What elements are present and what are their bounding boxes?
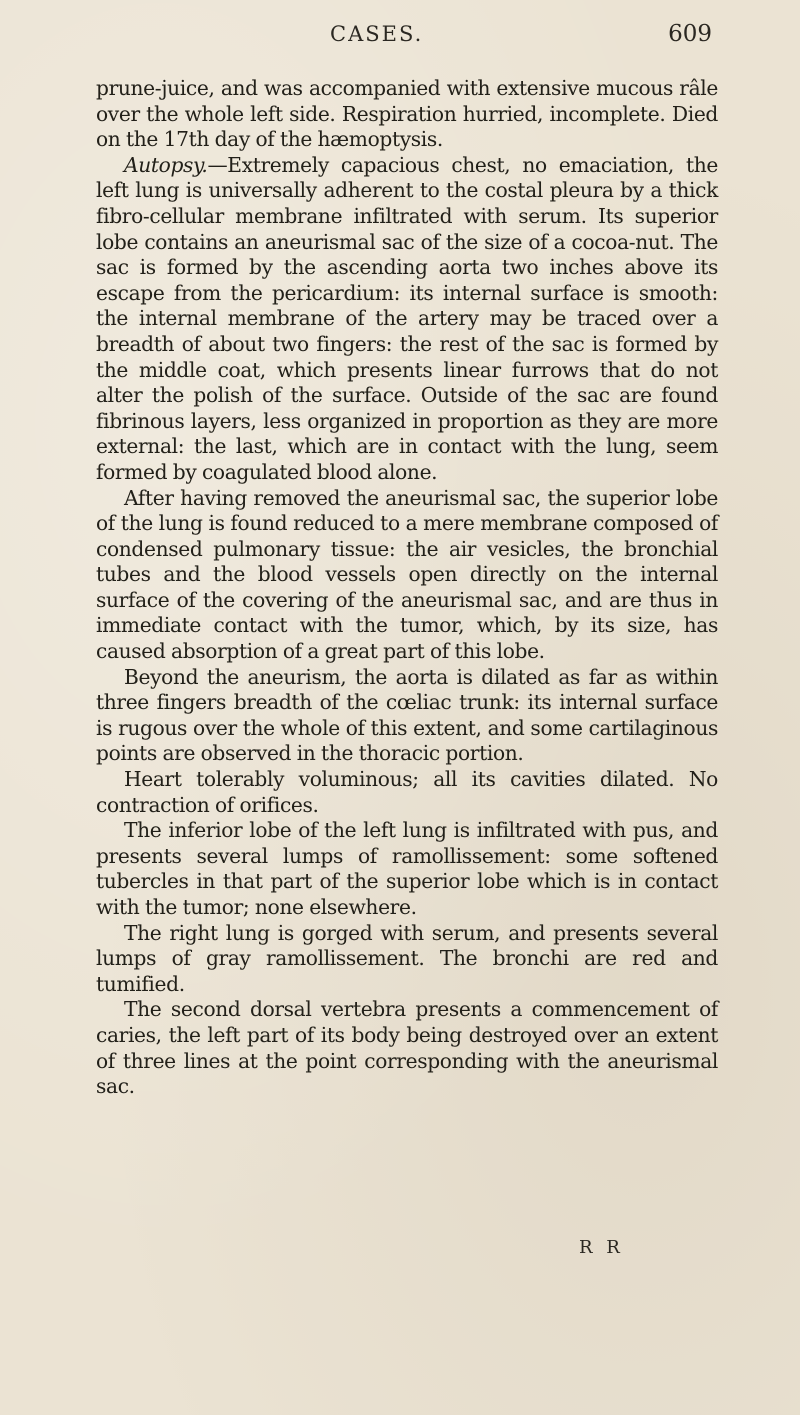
paragraph-6 (96, 818, 718, 920)
paragraph-4 (96, 665, 718, 767)
paragraph-5 (96, 767, 718, 818)
running-title: CASES. (330, 22, 424, 46)
paragraph-4-text: Beyond the aneurism, the aorta is dilated as far as within three fingers breadth of the cœliac trunk: its internal surface is rugous over the whole of this extent, and some cartilaginous points are observed in the thoracic portion. (96, 664, 718, 766)
book-page (96, 22, 718, 1100)
paragraph-2 (96, 153, 718, 486)
paragraph-8 (96, 997, 718, 1099)
paragraph-3-text: After having removed the aneurismal sac, the superior lobe of the lung is found reduced to a mere membrane composed of condensed pulmonary tissue: the air vesicles, the bronchial tubes and the blood vessels open directly on the internal surface of the covering of the aneurismal sac, and are thus in immediate contact with the tumor, which, by its size, has caused absorption of a great part of this lobe. (96, 485, 718, 664)
signature-mark: R R (579, 1237, 624, 1258)
body-text (96, 76, 718, 1100)
page-number: 609 (668, 21, 712, 47)
paragraph-8-text: The second dorsal vertebra presents a commencement of caries, the left part of its body being destroyed over an extent of three lines at the point corresponding with the aneurismal sac. (96, 997, 718, 1099)
paragraph-1-text: prune-juice, and was accompanied with extensive mucous râle over the whole left side. Respiration hurried, incomplete. Died on the 17th day of the hæmoptysis. (96, 76, 718, 152)
paragraph-7-text: The right lung is gorged with serum, and presents several lumps of gray ramollissement. The bronchi are red and tumified. (96, 920, 718, 996)
paragraph-2-text: —Extremely capacious chest, no emaciation, the left lung is universally adherent to the costal pleura by a thick fibro-cellular membrane infiltrated with serum. Its superior lobe contains an aneurismal sac of the size of a cocoa-nut. The sac is formed by the ascending aorta two inches above its escape from the pericardium: its internal surface is smooth: the internal membrane of the artery may be traced over a breadth of about two fingers: the rest of the sac is formed by the middle coat, which presents linear furrows that do not alter the polish of the surface. Outside of the sac are found fibrinous layers, less organized in proportion as they are more external: the last, which are in contact with the lung, seem formed by coagulated blood alone. (96, 152, 718, 484)
autopsy-heading: Autopsy. (124, 152, 208, 177)
paragraph-5-text: Heart tolerably voluminous; all its cavities dilated. No contraction of orifices. (96, 767, 718, 817)
paragraph-6-text: The inferior lobe of the left lung is infiltrated with pus, and presents several lumps of ramollissement: some softened tubercles in that part of the superior lobe which is in contact with the tumor; none elsewhere. (96, 818, 718, 919)
running-head (96, 22, 718, 62)
paragraph-3 (96, 486, 718, 665)
paragraph-7 (96, 921, 718, 998)
paragraph-1 (96, 76, 718, 153)
